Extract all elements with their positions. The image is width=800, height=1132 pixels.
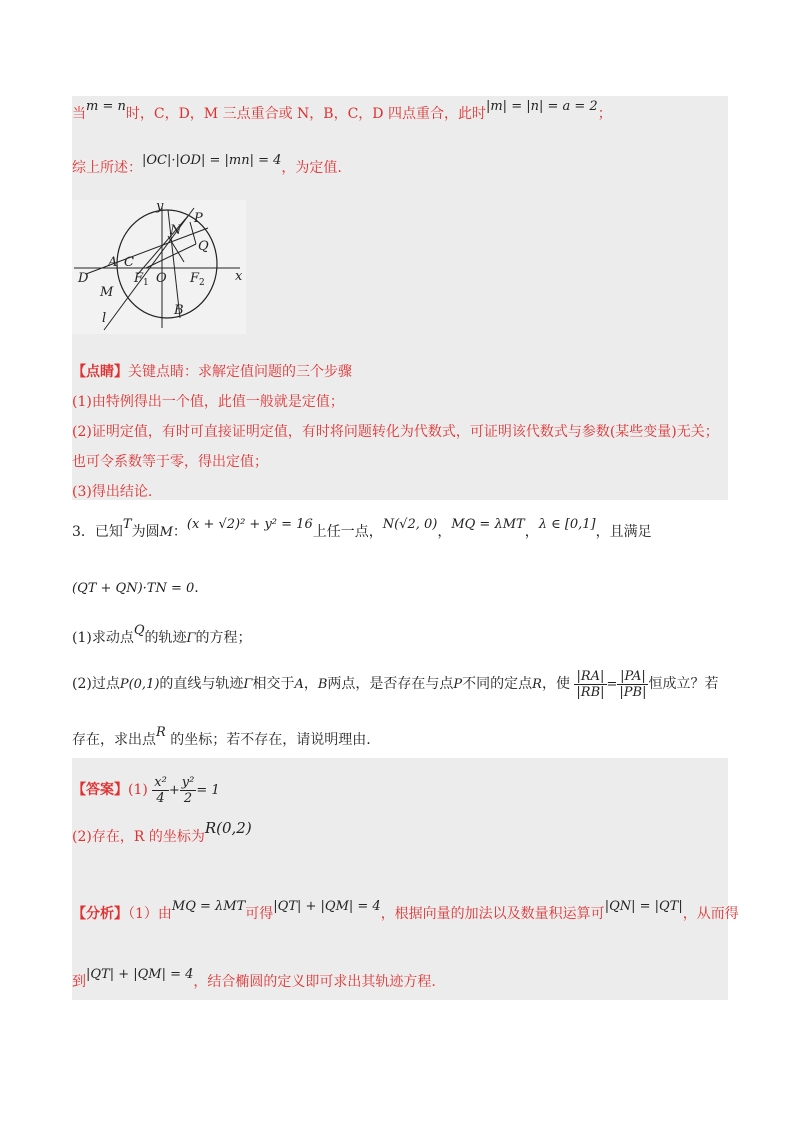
math-abs-m-eq-2: |m| = |n| = a = 2 <box>485 99 598 114</box>
fraction-pa-pb: $\frac{|PA|}{|PB|}$ <box>619 668 647 700</box>
analysis-tag: 【分析】 <box>72 906 128 922</box>
label-d: D <box>78 271 89 286</box>
question-2-cont: 存在，求出点R 的坐标；若不存在，请说明理由. <box>72 725 371 748</box>
question-2: (2)过点P(0,1)的直线与轨迹Γ相交于A，B两点，是否存在与点P不同的定点R，使 $\frac{|RA|}{|RB|}$ = $\frac{|PA|}{|PB|}$ 恒成立？若 <box>72 668 719 700</box>
label-n: N <box>170 223 182 238</box>
math-m-eq-n: m = n <box>86 99 126 114</box>
fraction-y2-2: $\frac{\text{y²}}{2}$ <box>181 774 195 806</box>
analysis-line-2: 到|QT| + |QM| = 4，结合椭圆的定义即可求出其轨迹方程. <box>72 967 436 990</box>
text-line-2: 综上所述：|OC|·|OD| = |mn| = 4，为定值. <box>72 153 342 176</box>
label-a: A <box>108 255 118 270</box>
answer-r-coord: R(0,2) <box>204 819 252 837</box>
lambda-range: λ ∈ [0,1] <box>538 517 596 532</box>
analysis-line-1: 【分析】（1）由MQ = λMT可得|QT| + |QM| = 4，根据向量的加法以及数量积运算可|QN| = |QT|，从而得 <box>72 899 739 922</box>
question-1: (1)求动点Q的轨迹Γ的方程； <box>72 623 252 646</box>
label-m: M <box>100 285 114 300</box>
tip-tag: 【点睛】 <box>72 364 128 380</box>
vector-relation: MQ = λMT <box>451 517 525 532</box>
label-c: C <box>124 255 134 270</box>
label-l: l <box>102 311 107 326</box>
label-y: y <box>156 200 164 214</box>
tip-step-1: (1)由特例得出一个值，此值一般就是定值； <box>72 394 344 410</box>
problem-line-1: 3．已知T为圆M：(x + √2)² + y² = 16上任一点，N(√2, 0)，MQ = λMT，λ ∈ [0,1]，且满足 <box>72 517 652 540</box>
label-f2: $F_2$ <box>190 271 205 288</box>
tip-step-3: (3)得出结论. <box>72 484 153 500</box>
fraction-x2-4: $\frac{\text{x²}}{4}$ <box>154 774 167 806</box>
tip-step-2a: (2)证明定值，有时可直接证明定值，有时将问题转化为代数式，可证明该代数式与参数(某些变量)无关； <box>72 424 719 440</box>
vector-condition: (QT + QN)·TN = 0 <box>72 581 195 596</box>
answer-1: 【答案】(1) $\frac{\text{x²}}{4}$ + $\frac{\text{y²}}{2}$ = 1 <box>72 774 220 806</box>
label-p: P <box>194 211 203 226</box>
circle-equation: (x + √2)² + y² = 16 <box>186 517 313 532</box>
label-q: Q <box>198 239 209 254</box>
tip-step-2b: 也可令系数等于零，得出定值； <box>72 454 268 470</box>
label-b: B <box>174 303 184 318</box>
math-oc-od: |OC|·|OD| = |mn| = 4 <box>142 153 282 168</box>
answer-2: (2)存在，R 的坐标为R(0,2) <box>72 819 252 845</box>
ellipse-figure <box>72 200 246 334</box>
label-f1: $F_1$ <box>134 271 149 288</box>
answer-tag: 【答案】 <box>72 782 128 798</box>
fraction-ra-rb: $\frac{|RA|}{|RB|}$ <box>576 668 605 700</box>
problem-line-2: (QT + QN)·TN = 0. <box>72 580 199 596</box>
label-x: x <box>235 269 243 284</box>
ellipse-diagram <box>72 200 246 334</box>
label-o: O <box>156 271 167 286</box>
point-n: N(√2, 0) <box>382 517 438 532</box>
text-line-1: 当m = n时，C，D，M 三点重合或 N，B，C，D 四点重合，此时|m| = |n| = a = 2； <box>72 99 612 122</box>
tip-intro: 【点睛】关键点睛：求解定值问题的三个步骤 <box>72 364 352 380</box>
